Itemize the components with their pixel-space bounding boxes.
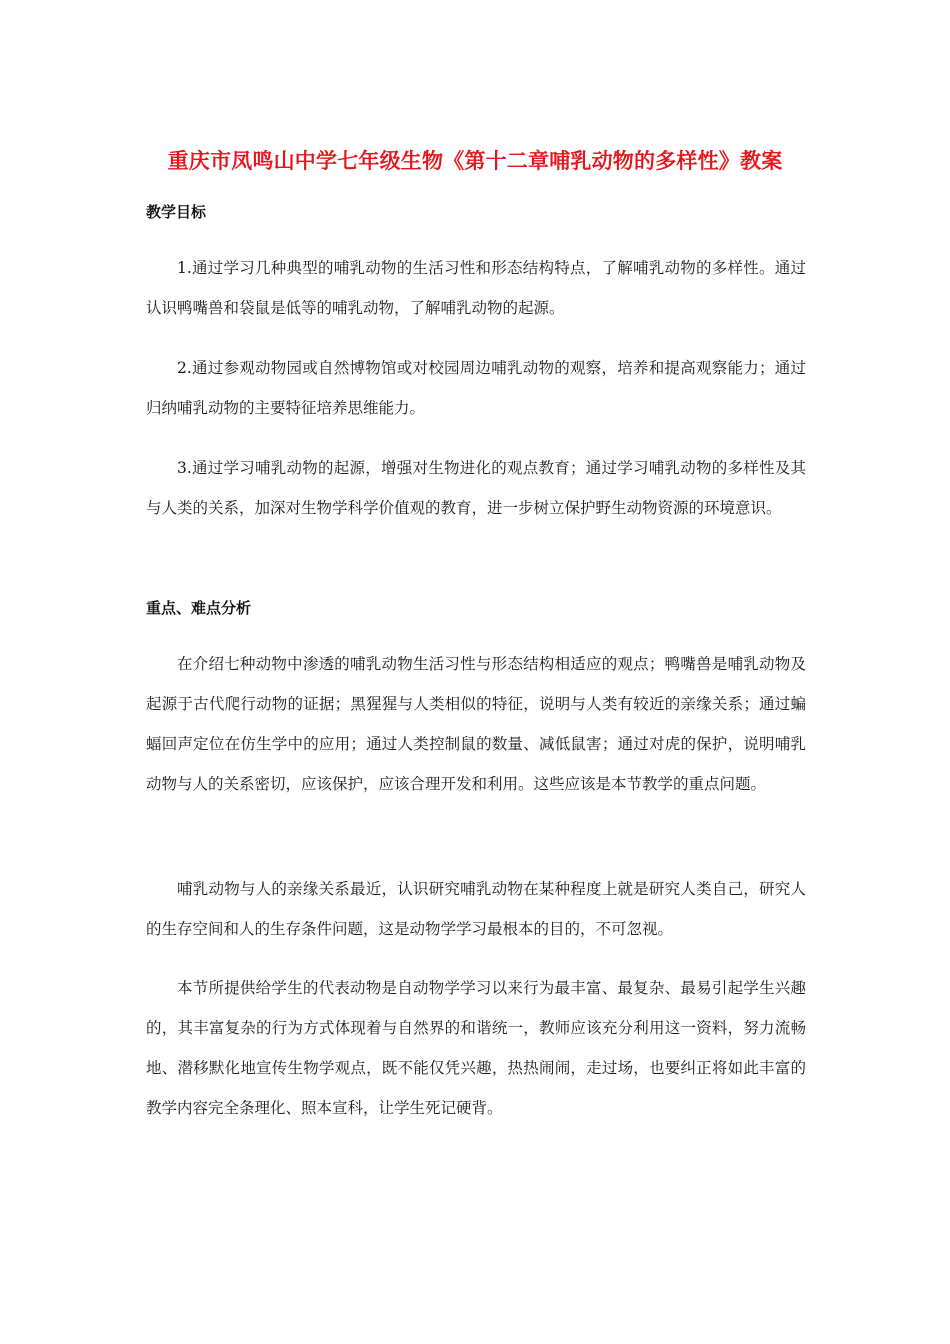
analysis-paragraph-3: 本节所提供给学生的代表动物是自动物学学习以来行为最丰富、最复杂、最易引起学生兴趣的，其丰富复杂的行为方式体现着与自然界的和谐统一，教师应该充分利用这一资料，努力流畅地、潜移默化地宣传生物学观点，既不能仅凭兴趣，热热闹闹，走过场，也要纠正将如此丰富的教学内容完全条理化、照本宣科，让学生死记硬背。 [146,979,806,1117]
analysis-paragraph-2: 哺乳动物与人的亲缘关系最近，认识研究哺乳动物在某种程度上就是研究人类自己，研究人的生存空间和人的生存条件问题，这是动物学学习最根本的目的，不可忽视。 [146,880,806,938]
section-heading-objectives: 教学目标 [146,203,207,221]
section-heading-key-points: 重点、难点分析 [146,599,252,617]
objective-paragraph-3: 3.通过学习哺乳动物的起源，增强对生物进化的观点教育；通过学习哺乳动物的多样性及其与人类的关系，加深对生物学科学价值观的教育，进一步树立保护野生动物资源的环境意识。 [146,459,806,517]
objective-paragraph-1: 1.通过学习几种典型的哺乳动物的生活习性和形态结构特点，了解哺乳动物的多样性。通过认识鸭嘴兽和袋鼠是低等的哺乳动物，了解哺乳动物的起源。 [146,259,806,317]
document-title: 重庆市凤鸣山中学七年级生物《第十二章哺乳动物的多样性》教案 [167,149,783,173]
analysis-paragraph-1: 在介绍七种动物中渗透的哺乳动物生活习性与形态结构相适应的观点；鸭嘴兽是哺乳动物及起源于古代爬行动物的证据；黑猩猩与人类相似的特征，说明与人类有较近的亲缘关系；通过蝙蝠回声定位在仿生学中的应用；通过人类控制鼠的数量、减低鼠害；通过对虎的保护，说明哺乳动物与人的关系密切，应该保护，应该合理开发和利用。这些应该是本节教学的重点问题。 [146,655,806,793]
objective-paragraph-2: 2.通过参观动物园或自然博物馆或对校园周边哺乳动物的观察，培养和提高观察能力；通过归纳哺乳动物的主要特征培养思维能力。 [146,359,806,417]
